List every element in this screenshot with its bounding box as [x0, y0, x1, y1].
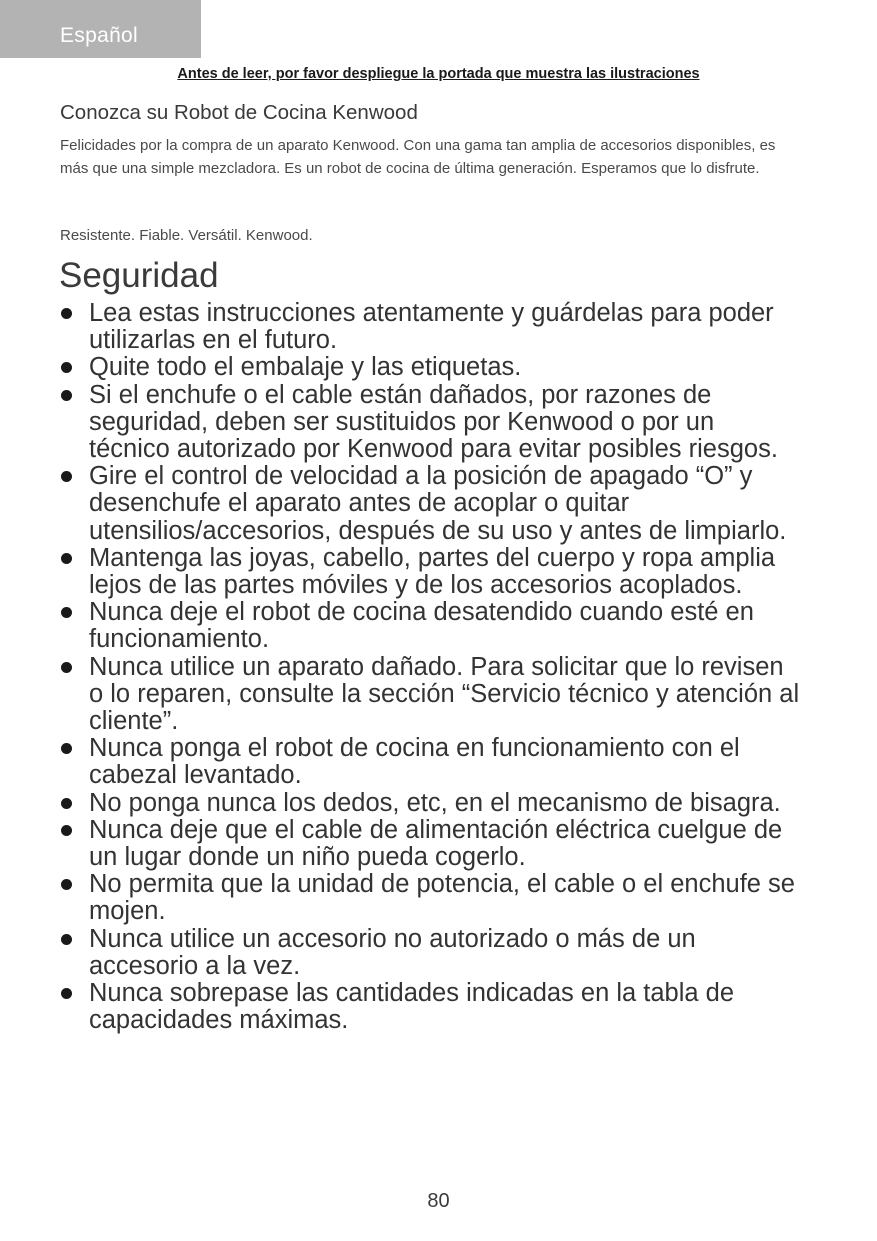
safety-item [60, 980, 800, 1034]
bullet-icon [61, 553, 72, 564]
safety-item-text: Lea estas instrucciones atentamente y guárdelas para poder utilizarlas en el futuro. [89, 299, 774, 355]
bullet-icon [61, 362, 72, 373]
bullet-icon [61, 934, 72, 945]
safety-item [60, 382, 800, 464]
bullet-icon [61, 798, 72, 809]
safety-item-text: Nunca ponga el robot de cocina en funcionamiento con el cabezal levantado. [89, 734, 740, 790]
safety-item-text: Gire el control de velocidad a la posición de apagado “O” y desenchufe el aparato antes de acoplar o quitar utensilios/accesorios, después de su uso y antes de limpiarlo. [89, 462, 787, 545]
safety-item [60, 817, 800, 871]
safety-item [60, 599, 800, 653]
safety-item [60, 926, 800, 980]
page-number: 80 [427, 1190, 450, 1212]
bullet-icon [61, 390, 72, 401]
safety-item [60, 463, 800, 545]
safety-item-text: No permita que la unidad de potencia, el cable o el enchufe se mojen. [89, 870, 795, 926]
safety-item [60, 735, 800, 789]
safety-item [60, 654, 800, 736]
bullet-icon [61, 471, 72, 482]
safety-item-text: Nunca deje que el cable de alimentación eléctrica cuelgue de un lugar donde un niño pueda cogerlo. [89, 815, 783, 872]
bullet-icon [61, 308, 72, 319]
intro-title: Conozca su Robot de Cocina Kenwood [60, 101, 418, 124]
fold-out-notice: Antes de leer, por favor despliegue la portada que muestra las ilustraciones [177, 66, 700, 82]
safety-item-text: Nunca utilice un accesorio no autorizado o más de un accesorio a la vez. [89, 924, 696, 980]
bullet-icon [61, 879, 72, 890]
safety-item-text: Nunca utilice un aparato dañado. Para solicitar que lo revisen o lo reparen, consulte la sección “Servicio técnico y atención al cliente”. [89, 652, 800, 736]
safety-item [60, 354, 800, 381]
intro-paragraph: Felicidades por la compra de un aparato Kenwood. Con una gama tan amplia de accesorios disponibles, es más que una simple mezcladora. Es un robot de cocina de última generación. Esperamos que lo disfrute. [60, 137, 776, 177]
bullet-icon [61, 662, 72, 673]
bullet-icon [61, 607, 72, 618]
safety-item-text: Nunca deje el robot de cocina desatendido cuando esté en funcionamiento. [89, 598, 754, 654]
safety-item-text: Nunca sobrepase las cantidades indicadas en la tabla de capacidades máximas. [89, 979, 735, 1035]
safety-item-text: Mantenga las joyas, cabello, partes del cuerpo y ropa amplia lejos de las partes móviles y de los accesorios acoplados. [89, 543, 776, 600]
bullet-icon [61, 743, 72, 754]
language-tab: Español [0, 0, 201, 58]
safety-item [60, 300, 800, 354]
safety-item [60, 545, 800, 599]
bullet-icon [61, 825, 72, 836]
bullet-icon [61, 988, 72, 999]
intro-tagline: Resistente. Fiable. Versátil. Kenwood. [60, 227, 313, 244]
safety-item-text: Quite todo el embalaje y las etiquetas. [89, 353, 522, 382]
safety-item-text: No ponga nunca los dedos, etc, en el mecanismo de bisagra. [89, 788, 781, 817]
safety-item [60, 871, 800, 925]
safety-item [60, 790, 800, 817]
safety-list [60, 300, 800, 1034]
safety-heading: Seguridad [59, 256, 219, 295]
safety-item-text: Si el enchufe o el cable están dañados, por razones de seguridad, deben ser sustituidos por Kenwood o por un técnico autorizado por Kenwood para evitar posibles riesgos. [89, 380, 778, 464]
